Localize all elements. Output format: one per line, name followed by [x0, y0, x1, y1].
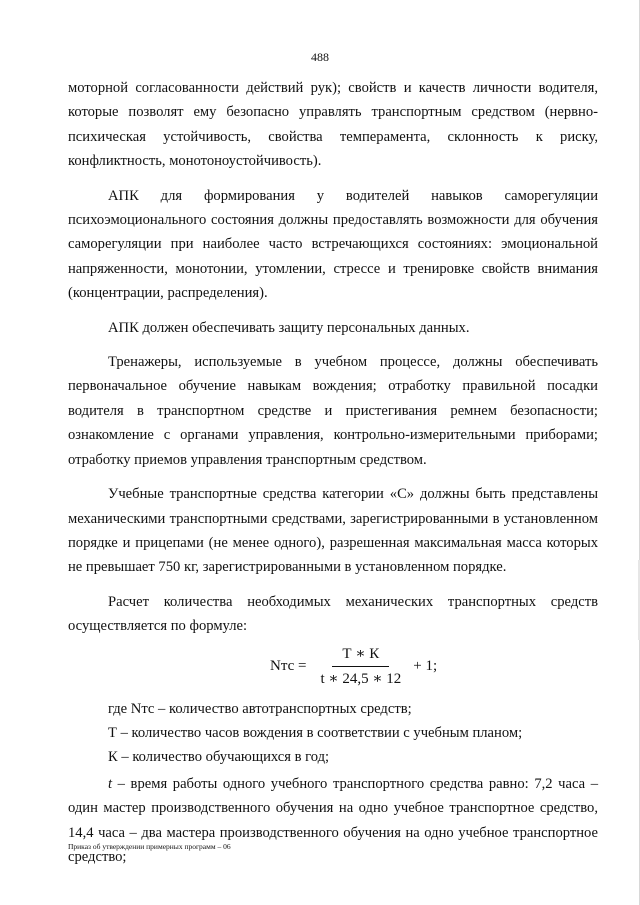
vehicle-count-formula	[270, 643, 437, 691]
formula-rhs: + 1;	[413, 658, 438, 675]
paragraph-vehicles-category-c: Учебные транспортные средства категории «С» должны быть представлены механическими транспортными средствами, зарегистрированными в установленном порядке и прицепами (не менее одного), разрешенная максимальная масса которых не превышает 750 кг, зарегистрированными в установленном порядке.	[68, 486, 598, 576]
definition-k-students: К – количество обучающихся в год;	[108, 749, 330, 766]
body-text	[68, 76, 598, 869]
formula-fraction	[316, 644, 405, 689]
definition-t-variable: t	[108, 775, 113, 792]
definition-t-text: – время работы одного учебного транспортного средства равно: 7,2 часа – один мастер производственного обучения на одно учебное транспортное средство, 14,4 часа – два мастера производственного обучения на одно учебное транспортное средство;	[68, 775, 598, 865]
paragraph-apk-selfregulation: АПК для формирования у водителей навыков саморегуляции психоэмоционального состояния должны предоставлять возможности для обучения саморегуляции при наиболее часто встречающихся состояниях: эмоциональной напряженности, монотонии, утомлении, стрессе и тренировке свойств внимания (концентрации, распределения).	[68, 187, 598, 302]
definition-t-time	[68, 772, 598, 870]
definition-ntc: где Nтс – количество автотранспортных средств;	[108, 700, 412, 717]
definition-t-hours: Т – количество часов вождения в соответствии с учебным планом;	[108, 724, 523, 741]
formula-denominator: t ∗ 24,5 ∗ 12	[320, 671, 402, 688]
paragraph-simulators: Тренажеры, используемые в учебном процессе, должны обеспечивать первоначальное обучение навыкам вождения; отработку правильной посадки водителя в транспортном средстве и пристегивания ремнем безопасности; ознакомление с органами управления, контрольно-измерительными приборами; отработку приемов управления транспортным средством.	[68, 354, 598, 468]
formula-row	[68, 643, 598, 691]
paragraph-calculation-intro: Расчет количества необходимых механических транспортных средств осуществляется по формуле:	[68, 593, 598, 635]
paragraph-continuation: моторной согласованности действий рук); свойств и качеств личности водителя, которые позволят ему безопасно управлять транспортным средством (нервно-психическая устойчивость, свойства темперамента, склонность к риску, конфликтность, монотоноустойчивость).	[68, 80, 598, 170]
page-number: 488	[311, 50, 329, 64]
paragraph-apk-data-protection: АПК должен обеспечивать защиту персональных данных.	[108, 319, 470, 336]
formula-lhs: Nтс =	[270, 658, 307, 675]
footer-note: Приказ об утверждении примерных программ – 06	[68, 842, 231, 851]
formula-numerator: Т ∗ К	[332, 644, 389, 667]
